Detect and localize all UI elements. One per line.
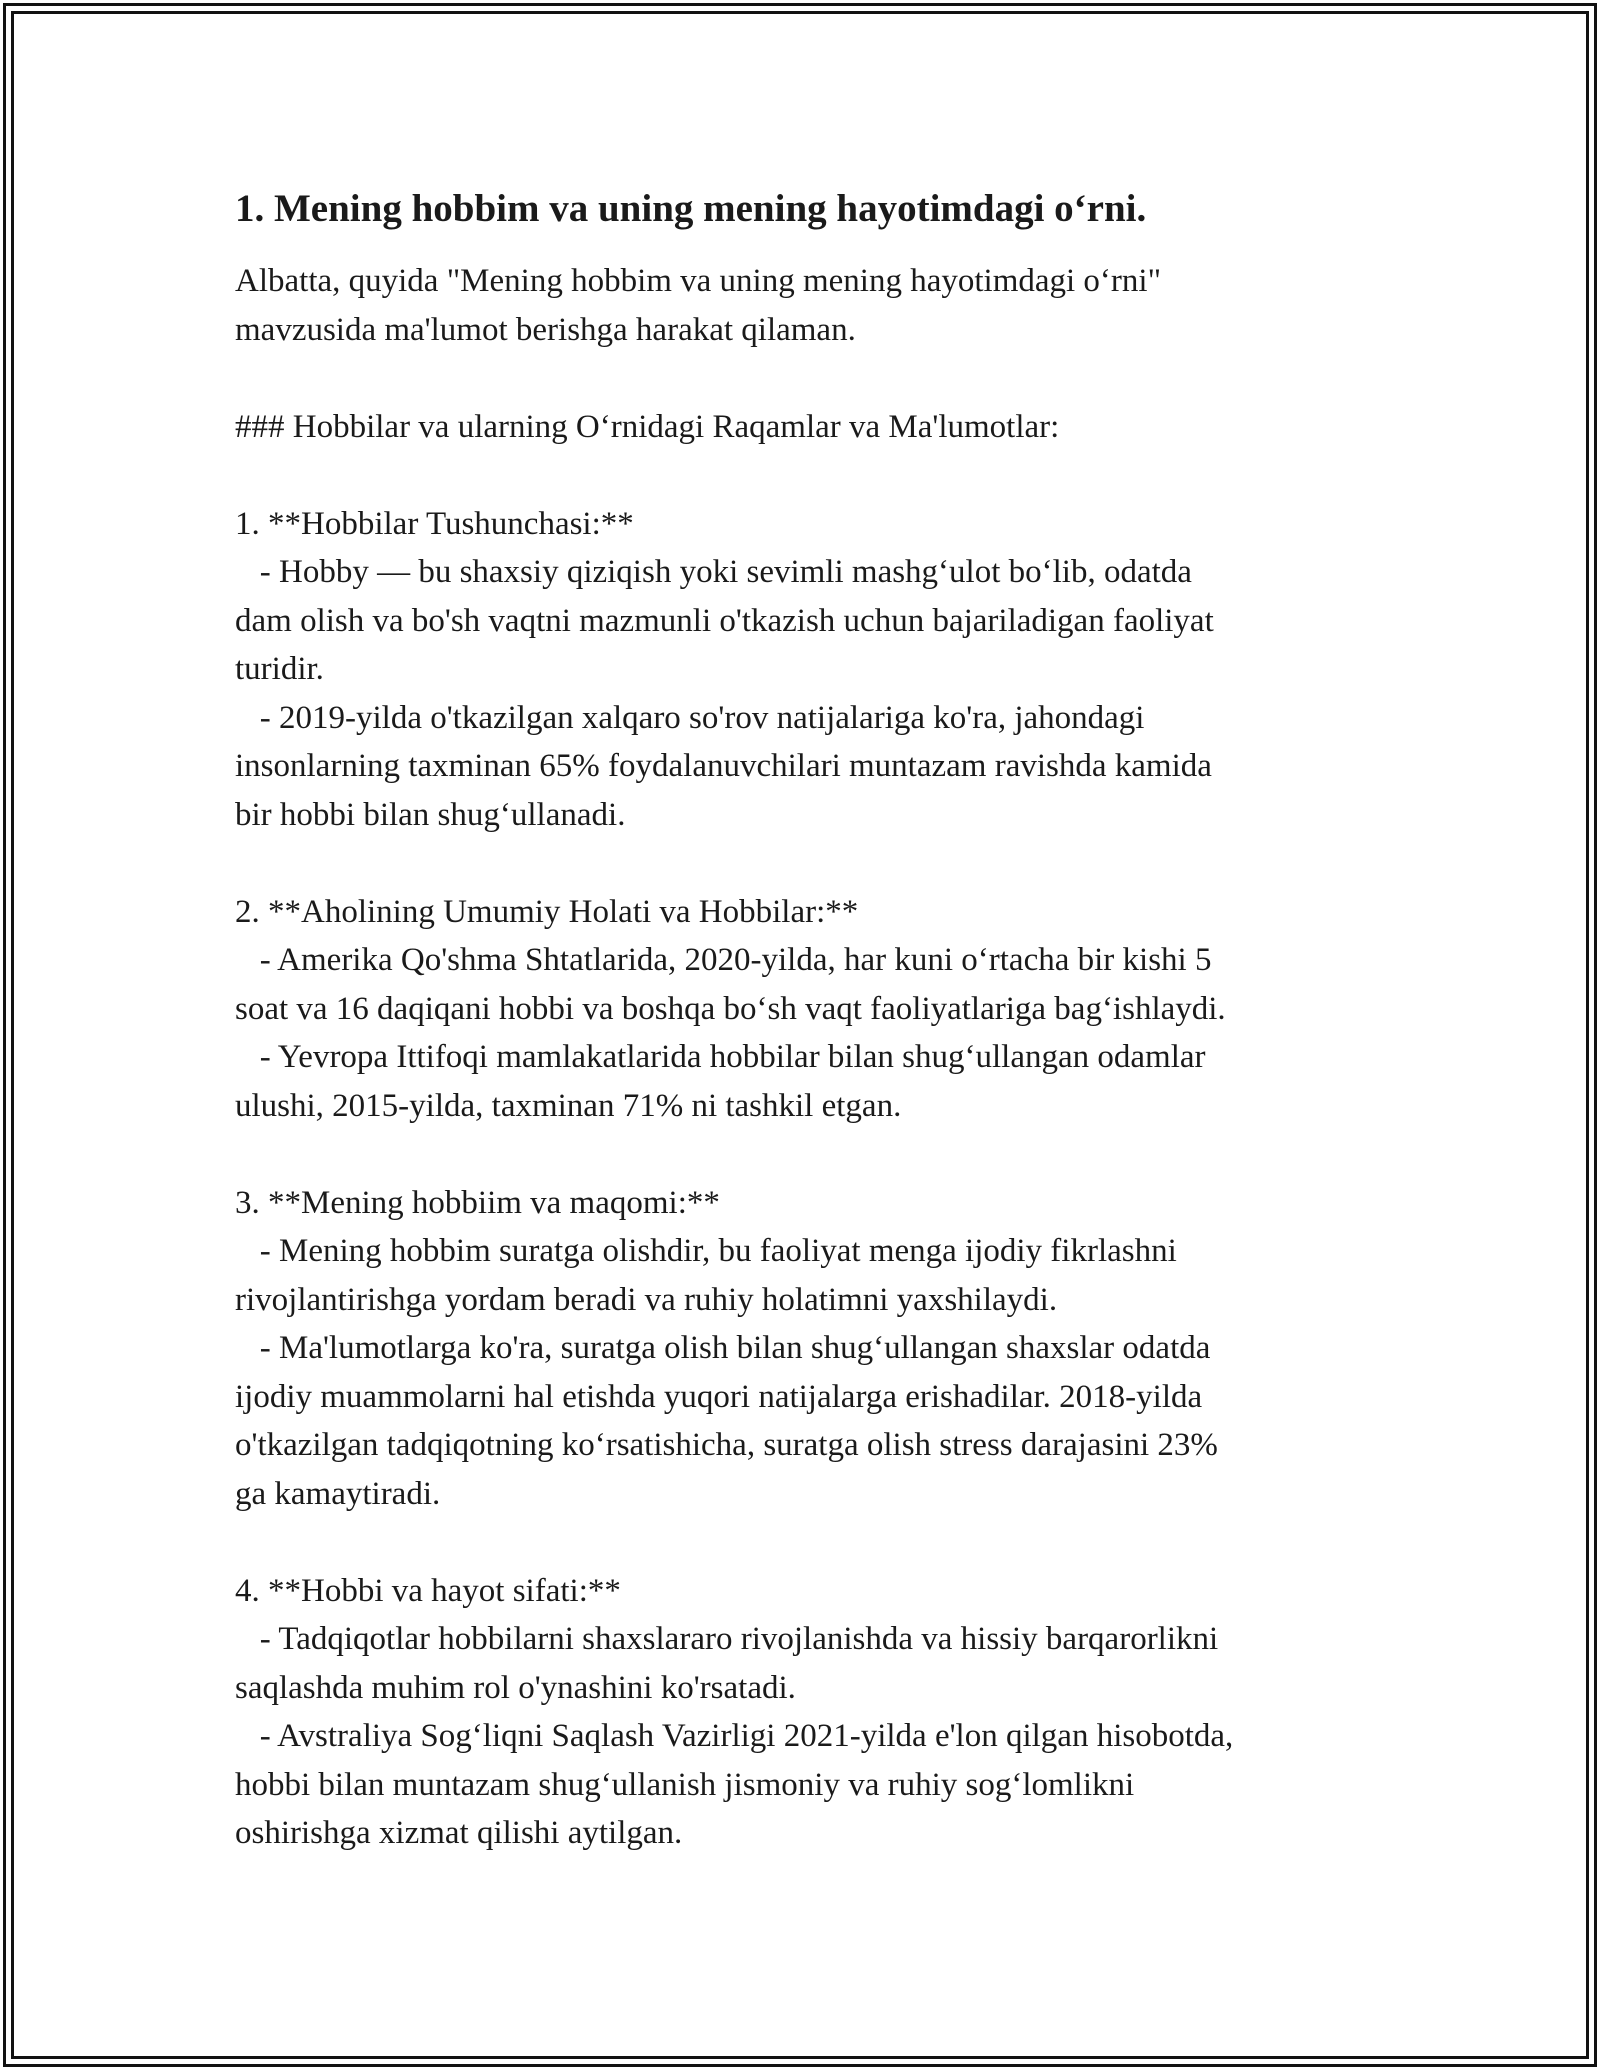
bullet-item: - Hobby — bu shaxsiy qiziqish yoki sevimli mashg‘ulot bo‘lib, odatda dam olish va bo'sh vaqtni mazmunli o'tkazish uchun bajariladigan faoliyat turidir. (235, 554, 1214, 687)
spacer (235, 354, 1385, 403)
section-header: 2. **Aholining Umumiy Holati va Hobbilar:** (235, 893, 859, 930)
section-1 (235, 500, 1385, 840)
bullet-item: - Mening hobbim suratga olishdir, bu faoliyat menga ijodiy fikrlashni rivojlantirishga yordam beradi va ruhiy holatimni yaxshilaydi. (235, 1233, 1177, 1318)
section-header: 4. **Hobbi va hayot sifati:** (235, 1572, 621, 1609)
spacer (235, 451, 1385, 500)
document-body (235, 185, 1385, 1858)
section-2 (235, 888, 1385, 1131)
section-4 (235, 1567, 1385, 1858)
intro-paragraph: Albatta, quyida "Mening hobbim va uning mening hayotimdagi o‘rni" mavzusida ma'lumot berishga harakat qilaman. (235, 263, 1162, 348)
bullet-item: - Yevropa Ittifoqi mamlakatlarida hobbilar bilan shug‘ullangan odamlar ulushi, 2015-yilda, taxminan 71% ni tashkil etgan. (235, 1039, 1206, 1124)
section-3 (235, 1179, 1385, 1519)
section-header: 3. **Mening hobbiim va maqomi:** (235, 1184, 720, 1221)
spacer (235, 1130, 1385, 1179)
bullet-item: - Avstraliya Sog‘liqni Saqlash Vazirligi 2021-yilda e'lon qilgan hisobotda, hobbi bilan muntazam shug‘ullanish jismoniy va ruhiy sog‘lomlikni oshirishga xizmat qilishi aytilgan. (235, 1718, 1234, 1851)
spacer (235, 1518, 1385, 1567)
document-title: 1. Mening hobbim va uning mening hayotimdagi o‘rni. (235, 187, 1147, 230)
bullet-item: - 2019-yilda o'tkazilgan xalqaro so'rov natijalariga ko'ra, jahondagi insonlarning taxminan 65% foydalanuvchilari muntazam ravishda kamida bir hobbi bilan shug‘ullanadi. (235, 699, 1212, 833)
section-header: 1. **Hobbilar Tushunchasi:** (235, 505, 634, 542)
spacer (235, 839, 1385, 888)
section-heading: ### Hobbilar va ularning O‘rnidagi Raqamlar va Ma'lumotlar: (235, 408, 1060, 445)
bullet-item: - Ma'lumotlarga ko'ra, suratga olish bilan shug‘ullangan shaxslar odatda ijodiy muammolarni hal etishda yuqori natijalarga erishadilar. 2018-yilda o'tkazilgan tadqiqotning ko‘rsatishicha, suratga olish stress darajasini 23% ga kamaytiradi. (235, 1330, 1218, 1512)
bullet-item: - Amerika Qo'shma Shtatlarida, 2020-yilda, har kuni o‘rtacha bir kishi 5 soat va 16 daqiqani hobbi va boshqa bo‘sh vaqt faoliyatlariga bag‘ishlaydi. (235, 942, 1226, 1027)
bullet-item: - Tadqiqotlar hobbilarni shaxslararo rivojlanishda va hissiy barqarorlikni saqlashda muhim rol o'ynashini ko'rsatadi. (235, 1621, 1219, 1706)
